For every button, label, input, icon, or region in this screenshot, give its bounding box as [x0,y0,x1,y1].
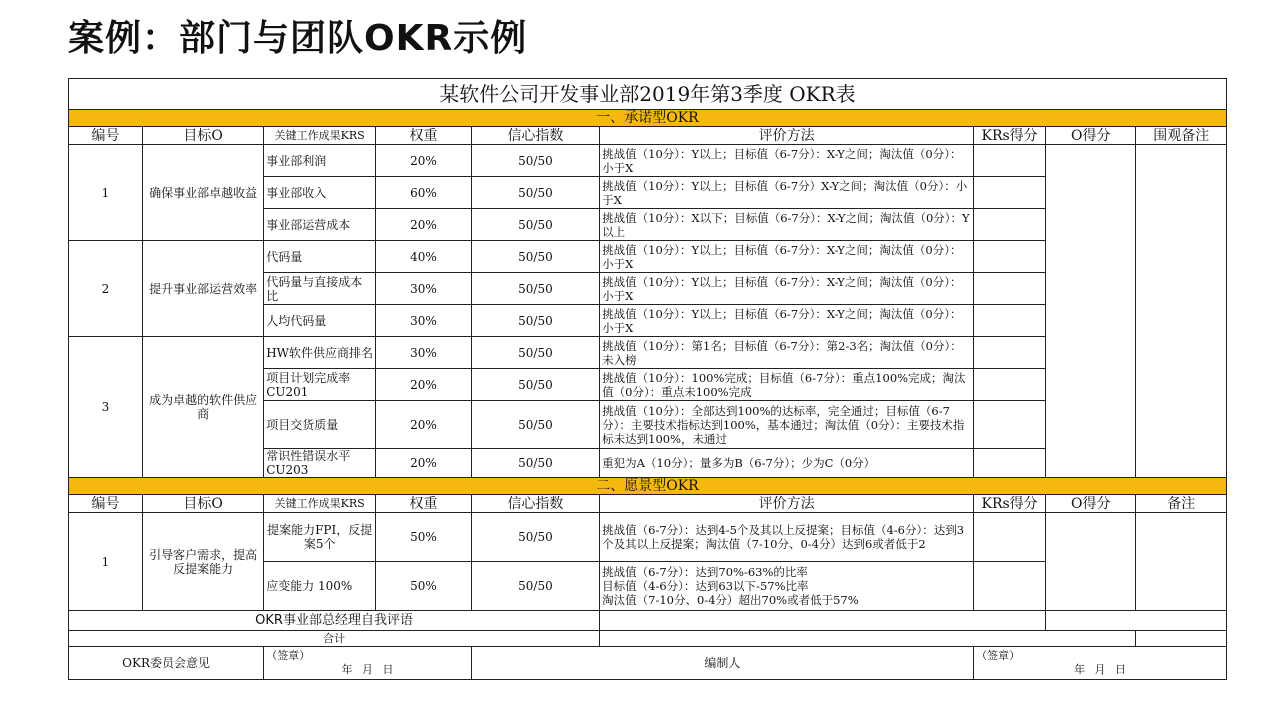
compiler-sign [974,647,1227,680]
objective-text: 引导客户需求，提高反提案能力 [142,513,263,611]
kr-weight: 20% [376,449,472,478]
total-label: 合计 [69,631,600,647]
col-header: 编号 [69,495,143,513]
objective-id: 2 [69,241,143,337]
kr-method: 挑战值（10分）：Y以上；目标值（6-7分）：X-Y之间；淘汰值（0分）：小于X [600,241,974,273]
header-row-aspirational [69,495,1227,513]
kr-confidence: 50/50 [471,513,599,562]
kr-name: HW软件供应商排名 [264,337,376,369]
objective-text: 提升事业部运营效率 [142,241,263,337]
col-header: 编号 [69,127,143,145]
col-header: 关键工作成果KRS [264,495,376,513]
col-header: 目标O [142,127,263,145]
kr-weight: 20% [376,401,472,449]
kr-name: 应变能力 100% [264,562,376,611]
col-header: 评价方法 [600,495,974,513]
kr-weight: 60% [376,177,472,209]
method-line: 淘汰值（7-10分、0-4分）超出70%或者低于57% [602,593,859,607]
kr-weight: 40% [376,241,472,273]
col-header: O得分 [1046,127,1136,145]
committee-label: OKR委员会意见 [69,647,264,680]
kr-score [974,177,1046,209]
kr-score [974,209,1046,241]
kr-weight: 30% [376,337,472,369]
method-line: 挑战值（6-7分）：达到70%-63%的比率 [602,565,808,579]
table-row [69,145,1227,177]
remarks [1136,513,1227,611]
kr-method: 挑战值（10分）：100%完成；目标值（6-7分）：重点100%完成；淘汰值（0分）：重点未100%完成 [600,369,974,401]
col-header: 目标O [142,495,263,513]
kr-confidence: 50/50 [471,177,599,209]
kr-score [974,273,1046,305]
kr-name: 提案能力FPI，反提案5个 [264,513,376,562]
kr-confidence: 50/50 [471,401,599,449]
sign-date: 年 月 日 [1074,663,1127,676]
self-review-extra [1046,611,1227,631]
compiler-label: 编制人 [471,647,973,680]
total-row [69,631,1227,647]
kr-method: 挑战值（10分）：全部达到100%的达标率，完全通过；目标值（6-7分）：主要技术指标达到100%，基本通过；淘汰值（0分）：主要技术指标未达到100%，未通过 [600,401,974,449]
kr-name: 事业部运营成本 [264,209,376,241]
kr-weight: 20% [376,209,472,241]
kr-name: 事业部利润 [264,145,376,177]
col-header: 信心指数 [471,127,599,145]
kr-confidence: 50/50 [471,273,599,305]
sign-date: 年 月 日 [341,663,394,676]
kr-method: 挑战值（10分）：第1名；目标值（6-7分）：第2-3名；淘汰值（0分）：未入榜 [600,337,974,369]
kr-score [974,562,1046,611]
kr-confidence: 50/50 [471,337,599,369]
self-review-row [69,611,1227,631]
kr-confidence: 50/50 [471,305,599,337]
col-header: O得分 [1046,495,1136,513]
total-value [600,631,1136,647]
kr-name: 代码量与直接成本比 [264,273,376,305]
section-aspirational: 二、愿景型OKR [69,478,1227,495]
kr-confidence: 50/50 [471,241,599,273]
kr-name: 代码量 [264,241,376,273]
kr-method: 挑战值（10分）：Y以上；目标值（6-7分）：X-Y之间；淘汰值（0分）：小于X [600,305,974,337]
kr-score [974,449,1046,478]
okr-table [68,78,1227,680]
remarks [1136,145,1227,478]
kr-name: 项目计划完成率CU201 [264,369,376,401]
self-review-value [600,611,1046,631]
kr-name: 人均代码量 [264,305,376,337]
col-header: 评价方法 [600,127,974,145]
kr-score [974,145,1046,177]
kr-weight: 20% [376,369,472,401]
sign-stamp: （签章） [976,649,1021,662]
kr-method: 挑战值（10分）：Y以上；目标值（6-7分）：X-Y之间；淘汰值（0分）：小于X [600,273,974,305]
col-header: KRs得分 [974,127,1046,145]
kr-weight: 50% [376,513,472,562]
col-header: 信心指数 [471,495,599,513]
kr-name: 项目交货质量 [264,401,376,449]
kr-weight: 20% [376,145,472,177]
col-header: 权重 [376,495,472,513]
kr-score [974,241,1046,273]
kr-confidence: 50/50 [471,209,599,241]
page-title: 案例：部门与团队OKR示例 [68,18,528,59]
self-review-label: OKR事业部总经理自我评语 [69,611,600,631]
kr-score [974,369,1046,401]
col-header: 备注 [1136,495,1227,513]
table-title: 某软件公司开发事业部2019年第3季度 OKR表 [69,79,1227,110]
col-header: 关键工作成果KRS [264,127,376,145]
header-row-committed [69,127,1227,145]
kr-name: 事业部收入 [264,177,376,209]
o-score [1046,513,1136,611]
kr-confidence: 50/50 [471,449,599,478]
total-extra [1136,631,1227,647]
kr-method: 重犯为A（10分）；量多为B（6-7分）；少为C（0分） [600,449,974,478]
section-committed: 一、承诺型OKR [69,110,1227,127]
objective-text: 成为卓越的软件供应商 [142,337,263,478]
kr-method [600,562,974,611]
kr-name: 常识性错误水平CU203 [264,449,376,478]
kr-weight: 50% [376,562,472,611]
objective-id: 1 [69,145,143,241]
kr-method: 挑战值（10分）：Y以上；目标值（6-7分）：X-Y之间；淘汰值（0分）：小于X [600,145,974,177]
kr-weight: 30% [376,305,472,337]
table-row [69,513,1227,562]
col-header: 围观备注 [1136,127,1227,145]
col-header: KRs得分 [974,495,1046,513]
kr-score [974,513,1046,562]
kr-method: 挑战值（6-7分）：达到4-5个及其以上反提案；目标值（4-6分）：达到3个及其以上反提案；淘汰值（7-10分、0-4分）达到6或者低于2 [600,513,974,562]
objective-id: 3 [69,337,143,478]
method-line: 目标值（4-6分）：达到63以下-57%比率 [602,579,809,593]
col-header: 权重 [376,127,472,145]
objective-id: 1 [69,513,143,611]
kr-confidence: 50/50 [471,145,599,177]
sign-stamp: （签章） [266,649,311,662]
kr-confidence: 50/50 [471,369,599,401]
kr-confidence: 50/50 [471,562,599,611]
objective-text: 确保事业部卓越收益 [142,145,263,241]
kr-score [974,337,1046,369]
o-score [1046,145,1136,478]
kr-score [974,305,1046,337]
kr-score [974,401,1046,449]
committee-sign [264,647,472,680]
kr-method: 挑战值（10分）：X以下；目标值（6-7分）：X-Y之间；淘汰值（0分）：Y以上 [600,209,974,241]
kr-method: 挑战值（10分）：Y以上；目标值（6-7分）X-Y之间；淘汰值（0分）：小于X [600,177,974,209]
kr-weight: 30% [376,273,472,305]
sign-row [69,647,1227,680]
